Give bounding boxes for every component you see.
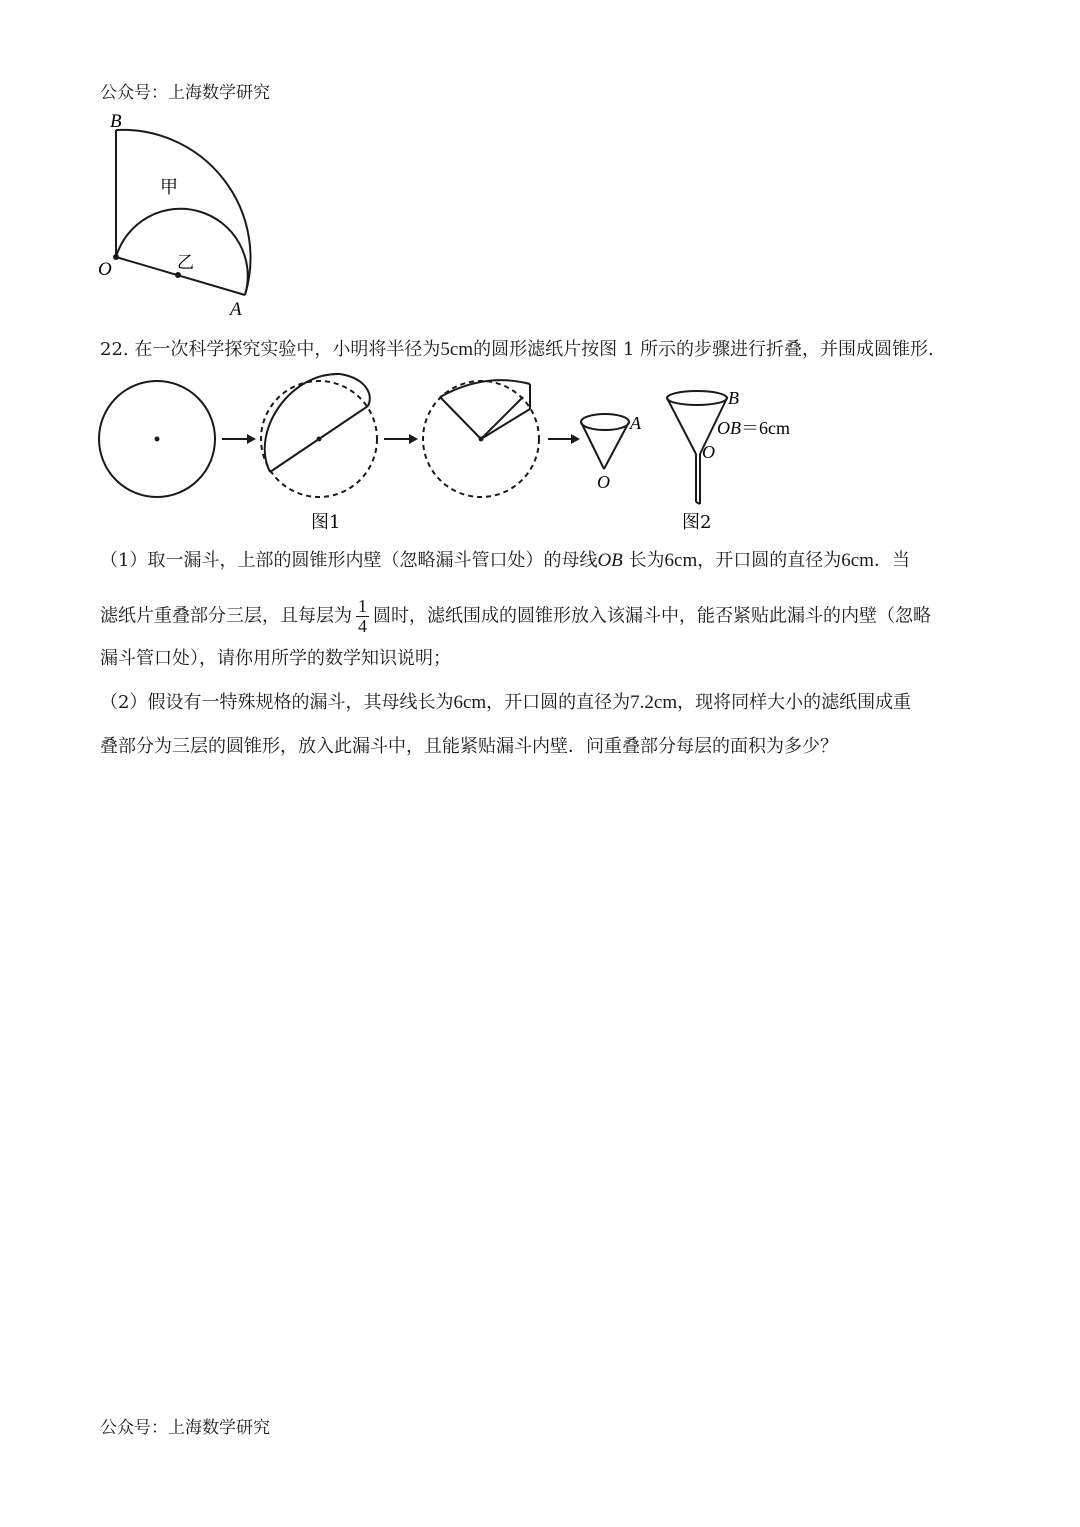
fig2-caption: 图2	[682, 512, 712, 533]
label-o: O	[98, 259, 112, 280]
arrow-head-2	[409, 434, 418, 444]
part1-line1: （1）取一漏斗，上部的圆锥形内壁（忽略漏斗管口处）的母线OB 长为6cm，开口圆的直径为6cm．当	[100, 550, 910, 571]
part1-line2: 滤纸片重叠部分三层，且每层为 $\frac{1}{4}$ 圆时，滤纸围成的圆锥形放入该漏斗中，能否紧贴此漏斗的内壁（忽略	[100, 596, 931, 636]
folded-half-arc	[265, 374, 370, 472]
fraction-one-quarter: $\frac{1}{4}$	[358, 596, 367, 636]
ob-length-label: OB＝6cm	[717, 418, 790, 438]
label-a: A	[230, 299, 242, 320]
center-dot	[155, 437, 160, 442]
part1-line3: 漏斗管口处），请你用所学的数学知识说明；	[100, 648, 451, 669]
funnel-rim	[667, 391, 727, 405]
point-o	[113, 254, 119, 260]
fig1-caption: 图1	[311, 512, 341, 533]
label-funnel-b: B	[728, 388, 739, 408]
part2-line1: （2）假设有一特殊规格的漏斗，其母线长为6cm，开口圆的直径为7.2cm，现将同样大小的滤纸围成重	[100, 692, 912, 713]
cone-rim	[581, 414, 629, 430]
sector-figure	[90, 105, 270, 320]
funnel-left-edge	[667, 398, 696, 454]
label-cone-o: O	[597, 472, 610, 492]
inner-semicircle-arc	[116, 209, 248, 295]
arrow-head-1	[247, 434, 256, 444]
label-cone-a: A	[630, 413, 641, 433]
question-number: 22.	[100, 339, 129, 360]
label-jia: 甲	[160, 177, 178, 198]
page-header: 公众号：上海数学研究	[100, 83, 270, 103]
arrow-head-3	[571, 434, 580, 444]
part2-line2: 叠部分为三层的圆锥形，放入此漏斗中，且能紧贴漏斗内壁．问重叠部分每层的面积为多少？	[100, 736, 838, 757]
question-22: 22. 在一次科学探究实验中，小明将半径为5cm的圆形滤纸片按图 1 所示的步骤进行折叠，并围成圆锥形.	[100, 339, 934, 360]
label-funnel-o: O	[702, 442, 715, 462]
fold-line-left	[440, 397, 481, 439]
label-yi: 乙	[177, 253, 194, 273]
label-b: B	[110, 111, 122, 132]
folding-figures	[90, 372, 850, 542]
page-footer: 公众号：上海数学研究	[100, 1418, 270, 1438]
